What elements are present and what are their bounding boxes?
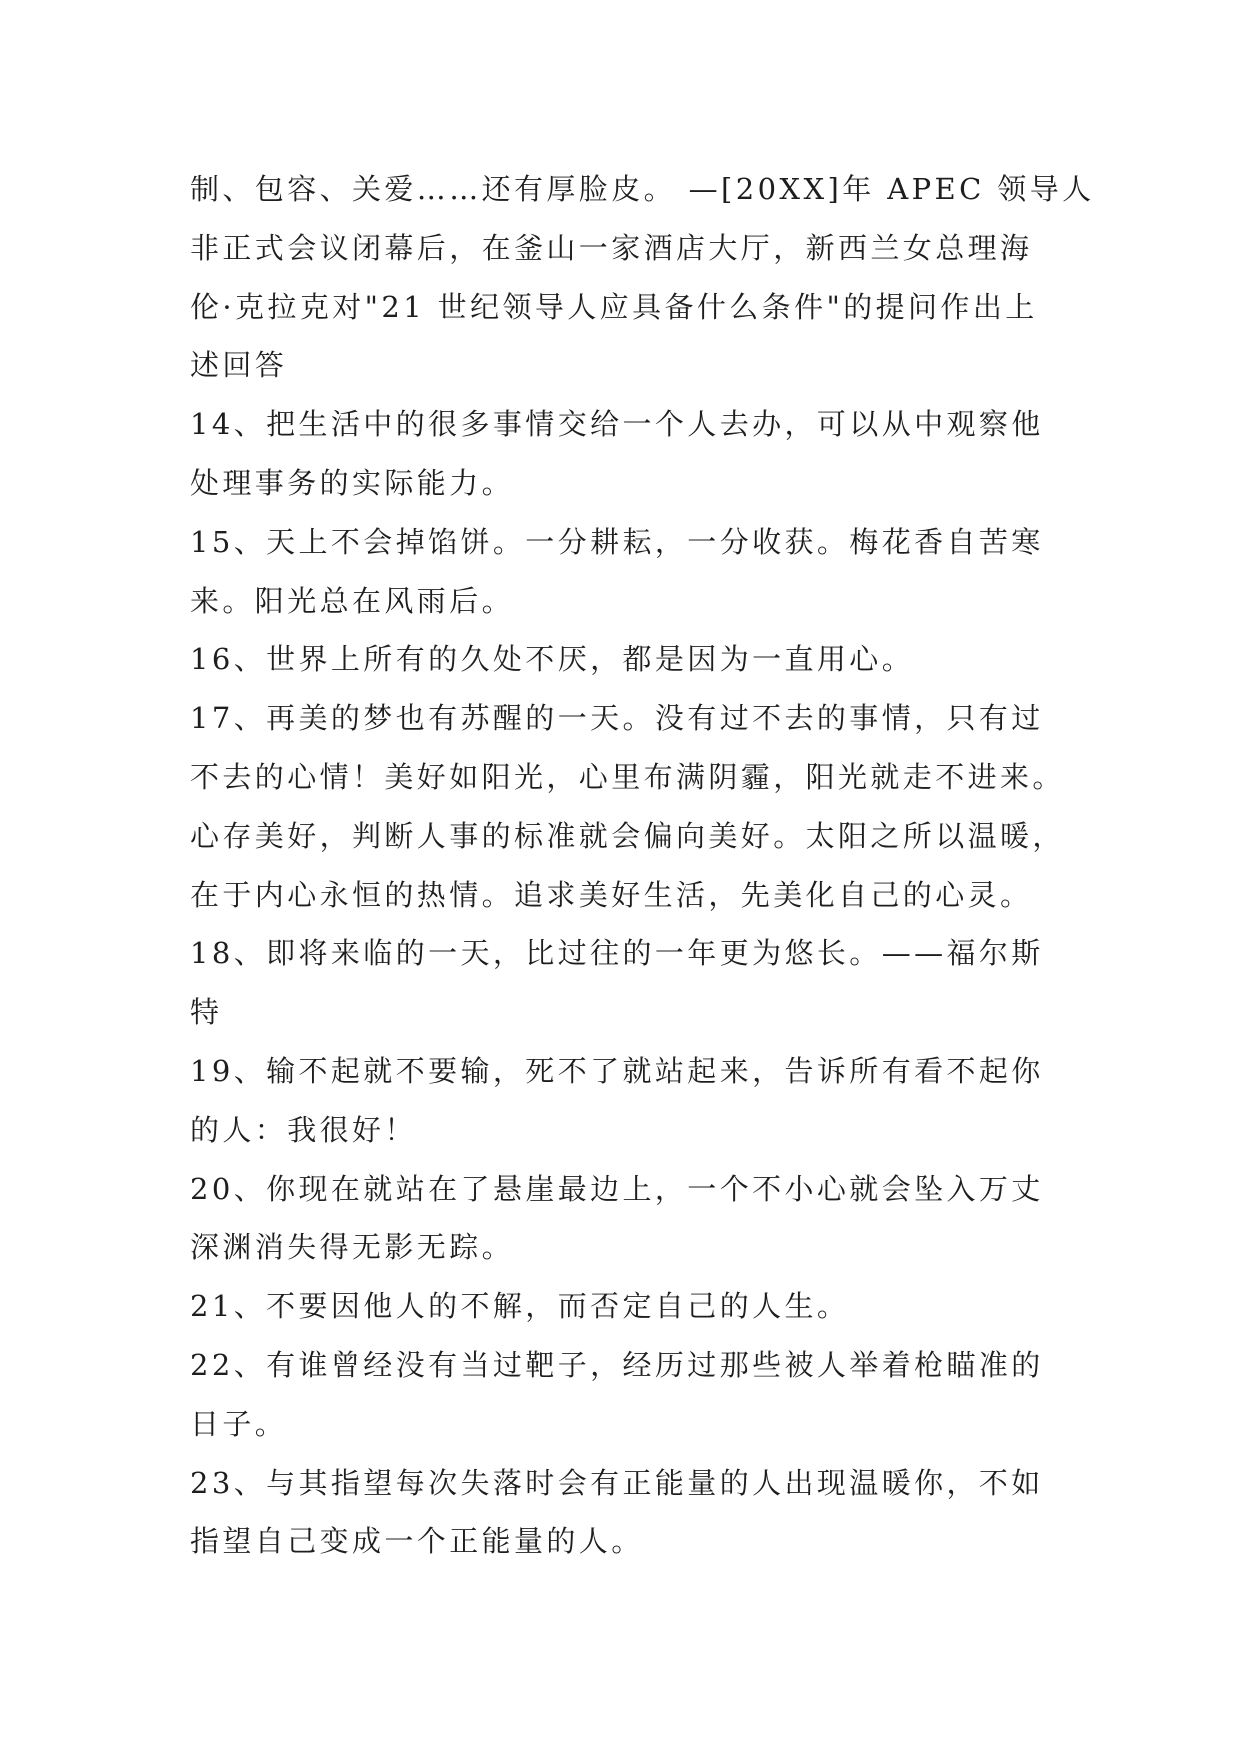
text-line: 处理事务的实际能力。 bbox=[190, 465, 515, 500]
text-line: 17、再美的梦也有苏醒的一天。没有过不去的事情，只有过 bbox=[190, 701, 1044, 736]
text-line: 18、即将来临的一天，比过往的一年更为悠长。——福尔斯 bbox=[190, 936, 1044, 971]
text-line: 特 bbox=[190, 995, 223, 1030]
text-line: 22、有谁曾经没有当过靶子，经历过那些被人举着枪瞄准的 bbox=[190, 1347, 1044, 1382]
text-line: 日子。 bbox=[190, 1406, 288, 1441]
text-line: 14、把生活中的很多事情交给一个人去办，可以从中观察他 bbox=[190, 407, 1044, 442]
text-line: 不去的心情！美好如阳光，心里布满阴霾，阳光就走不进来。 bbox=[190, 759, 1065, 794]
text-line: 非正式会议闭幕后，在釜山一家酒店大厅，新西兰女总理海 bbox=[190, 230, 1033, 265]
text-line: 指望自己变成一个正能量的人。 bbox=[190, 1524, 644, 1559]
text-line: 的人：我很好！ bbox=[190, 1112, 417, 1147]
text-line: 19、输不起就不要输，死不了就站起来，告诉所有看不起你 bbox=[190, 1053, 1044, 1088]
text-line: 15、天上不会掉馅饼。一分耕耘，一分收获。梅花香自苦寒 bbox=[190, 524, 1044, 559]
text-line: 心存美好，判断人事的标准就会偏向美好。太阳之所以温暖， bbox=[190, 818, 1065, 853]
text-line: 来。阳光总在风雨后。 bbox=[190, 583, 515, 618]
text-line: 16、世界上所有的久处不厌，都是因为一直用心。 bbox=[190, 642, 915, 677]
text-line: 在于内心永恒的热情。追求美好生活，先美化自己的心灵。 bbox=[190, 877, 1033, 912]
text-line: 深渊消失得无影无踪。 bbox=[190, 1230, 515, 1265]
text-line: 23、与其指望每次失落时会有正能量的人出现温暖你，不如 bbox=[190, 1465, 1044, 1500]
text-line: 伦·克拉克对"21 世纪领导人应具备什么条件"的提问作出上 bbox=[190, 289, 1038, 324]
text-line: 20、你现在就站在了悬崖最边上，一个不小心就会坠入万丈 bbox=[190, 1171, 1044, 1206]
text-line: 述回答 bbox=[190, 348, 288, 383]
text-line: 21、不要因他人的不解，而否定自己的人生。 bbox=[190, 1289, 850, 1324]
document-body bbox=[190, 160, 1095, 1571]
text-line: 制、包容、关爱……还有厚脸皮。 —[20XX]年 APEC 领导人 bbox=[190, 172, 1095, 206]
